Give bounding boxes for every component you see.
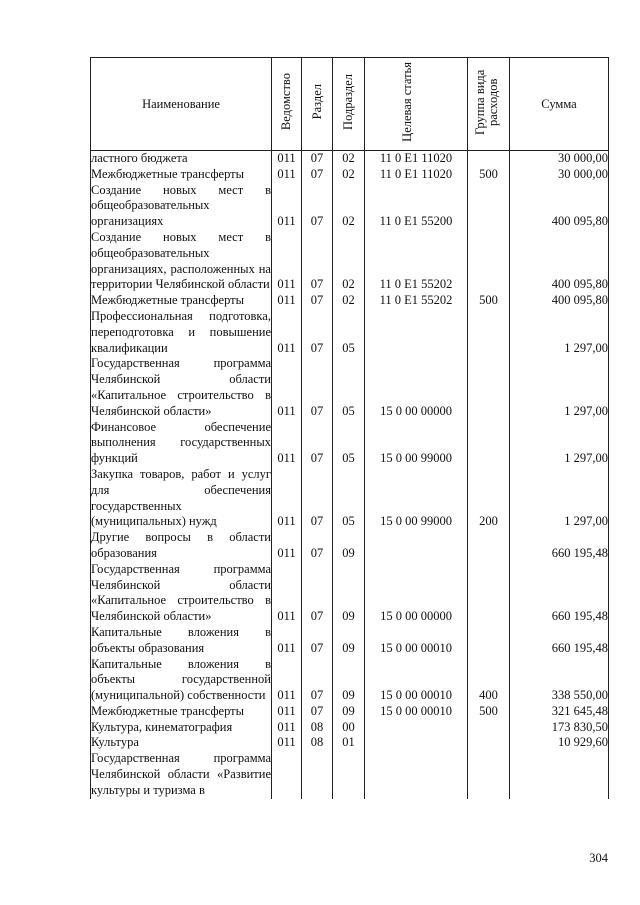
- row-target: [365, 309, 468, 356]
- row-name: Культура, кинематография: [91, 720, 272, 736]
- header-row: [91, 58, 609, 151]
- row-sum: 10 929,60: [510, 735, 609, 751]
- row-razdel: 07: [302, 657, 333, 704]
- header-vedomstvo: Ведомство: [272, 58, 302, 151]
- row-group: [468, 420, 510, 467]
- row-name: Закупка товаров, работ и услуг для обеспечения государственных (муниципальных) нужд: [91, 466, 271, 529]
- row-group: [468, 625, 510, 657]
- table-row: [91, 751, 609, 798]
- row-vedomstvo: 011: [272, 356, 302, 419]
- table-row: [91, 309, 609, 356]
- row-podrazdel: 09: [333, 530, 365, 562]
- header-razdel: Раздел: [302, 58, 333, 151]
- row-sum: 173 830,50: [510, 720, 609, 736]
- row-name: Капитальные вложения в объекты государственной (муниципальной) собственности: [91, 656, 271, 703]
- row-name: Создание новых мест в общеобразовательных организациях: [91, 182, 271, 229]
- row-vedomstvo: 011: [272, 625, 302, 657]
- row-razdel: 07: [302, 562, 333, 625]
- row-vedomstvo: 011: [272, 704, 302, 720]
- row-name: Межбюджетные трансферты: [91, 293, 272, 309]
- row-sum: 321 645,48: [510, 704, 609, 720]
- header-podrazdel: Подраздел: [333, 58, 365, 151]
- row-podrazdel: 02: [333, 167, 365, 183]
- row-podrazdel: 09: [333, 704, 365, 720]
- row-razdel: 07: [302, 530, 333, 562]
- row-name: ластного бюджета: [91, 151, 272, 167]
- row-vedomstvo: 011: [272, 420, 302, 467]
- row-podrazdel: 00: [333, 720, 365, 736]
- row-target: 15 0 00 00010: [365, 704, 468, 720]
- row-razdel: 08: [302, 720, 333, 736]
- row-name: Межбюджетные трансферты: [91, 167, 272, 183]
- header-name: Наименование: [91, 58, 272, 151]
- row-target: 15 0 00 00000: [365, 562, 468, 625]
- row-podrazdel: 02: [333, 151, 365, 167]
- row-sum: 30 000,00: [510, 151, 609, 167]
- row-razdel: 07: [302, 151, 333, 167]
- row-group: 200: [468, 467, 510, 530]
- row-podrazdel: 05: [333, 356, 365, 419]
- row-sum: 660 195,48: [510, 530, 609, 562]
- row-group: [468, 720, 510, 736]
- row-vedomstvo: 011: [272, 183, 302, 230]
- row-razdel: 07: [302, 420, 333, 467]
- row-target: 11 0 E1 55200: [365, 183, 468, 230]
- row-vedomstvo: 011: [272, 230, 302, 293]
- row-group: [468, 309, 510, 356]
- row-razdel: 07: [302, 293, 333, 309]
- table-row: [91, 167, 609, 183]
- row-sum: 1 297,00: [510, 467, 609, 530]
- row-group: [468, 562, 510, 625]
- row-razdel: 07: [302, 309, 333, 356]
- row-target: 11 0 E1 55202: [365, 293, 468, 309]
- row-group: [468, 151, 510, 167]
- row-razdel: 07: [302, 467, 333, 530]
- row-group: 500: [468, 293, 510, 309]
- row-podrazdel: 09: [333, 625, 365, 657]
- row-group: [468, 735, 510, 751]
- row-sum: 400 095,80: [510, 293, 609, 309]
- budget-table: [90, 57, 609, 799]
- row-sum: 30 000,00: [510, 167, 609, 183]
- row-target: [365, 530, 468, 562]
- row-sum: [510, 751, 609, 798]
- row-sum: 338 550,00: [510, 657, 609, 704]
- row-group: 400: [468, 657, 510, 704]
- row-name: Государственная программа Челябинской области «Капитальное строительство в Челябинской области»: [91, 561, 271, 624]
- row-sum: 400 095,80: [510, 183, 609, 230]
- table-row: [91, 720, 609, 736]
- row-target: 11 0 E1 11020: [365, 167, 468, 183]
- row-vedomstvo: 011: [272, 309, 302, 356]
- table-row: [91, 530, 609, 562]
- row-target: 15 0 00 00000: [365, 356, 468, 419]
- row-podrazdel: 01: [333, 735, 365, 751]
- row-target: 11 0 E1 11020: [365, 151, 468, 167]
- row-name: Финансовое обеспечение выполнения государственных функций: [91, 419, 271, 466]
- row-sum: 1 297,00: [510, 356, 609, 419]
- row-razdel: 07: [302, 704, 333, 720]
- table-row: [91, 293, 609, 309]
- row-name: Создание новых мест в общеобразовательных организациях, расположенных на территории Челябинской области: [91, 229, 271, 292]
- table-row: [91, 735, 609, 751]
- page-number: 304: [589, 851, 608, 865]
- row-target: [365, 720, 468, 736]
- table-row: [91, 467, 609, 530]
- row-vedomstvo: 011: [272, 151, 302, 167]
- row-vedomstvo: 011: [272, 562, 302, 625]
- row-podrazdel: 05: [333, 309, 365, 356]
- row-podrazdel: 02: [333, 293, 365, 309]
- row-name: Межбюджетные трансферты: [91, 704, 272, 720]
- row-target: 11 0 E1 55202: [365, 230, 468, 293]
- table-row: [91, 562, 609, 625]
- row-name: Другие вопросы в области образования: [91, 530, 271, 560]
- row-name: Государственная программа Челябинской области «Капитальное строительство в Челябинской области»: [91, 356, 271, 418]
- row-razdel: 07: [302, 183, 333, 230]
- row-podrazdel: 05: [333, 420, 365, 467]
- row-sum: 400 095,80: [510, 230, 609, 293]
- row-vedomstvo: 011: [272, 735, 302, 751]
- table-row: [91, 151, 609, 167]
- row-razdel: 08: [302, 735, 333, 751]
- row-razdel: 07: [302, 167, 333, 183]
- row-podrazdel: 02: [333, 230, 365, 293]
- row-group: [468, 751, 510, 798]
- row-group: [468, 356, 510, 419]
- row-target: 15 0 00 00010: [365, 657, 468, 704]
- row-podrazdel: [333, 751, 365, 798]
- row-vedomstvo: [272, 751, 302, 798]
- table-row: [91, 356, 609, 419]
- table-row: [91, 420, 609, 467]
- row-group: [468, 183, 510, 230]
- row-target: [365, 751, 468, 798]
- row-vedomstvo: 011: [272, 167, 302, 183]
- row-target: 15 0 00 99000: [365, 467, 468, 530]
- table-row: [91, 625, 609, 657]
- row-sum: 1 297,00: [510, 309, 609, 356]
- table-body: [91, 151, 609, 799]
- header-group: Группа вида расходов: [468, 58, 510, 151]
- row-vedomstvo: 011: [272, 720, 302, 736]
- header-sum: Сумма: [510, 58, 609, 151]
- table-row: [91, 657, 609, 704]
- row-vedomstvo: 011: [272, 293, 302, 309]
- row-podrazdel: 09: [333, 562, 365, 625]
- row-name: Государственная программа Челябинской области «Развитие культуры и туризма в: [91, 751, 271, 797]
- row-sum: 1 297,00: [510, 420, 609, 467]
- table-row: [91, 230, 609, 293]
- row-vedomstvo: 011: [272, 530, 302, 562]
- table-row: [91, 183, 609, 230]
- row-target: [365, 735, 468, 751]
- row-podrazdel: 09: [333, 657, 365, 704]
- row-vedomstvo: 011: [272, 657, 302, 704]
- row-razdel: [302, 751, 333, 798]
- row-name: Капитальные вложения в объекты образования: [91, 624, 271, 655]
- row-sum: 660 195,48: [510, 562, 609, 625]
- row-razdel: 07: [302, 356, 333, 419]
- row-podrazdel: 05: [333, 467, 365, 530]
- row-podrazdel: 02: [333, 183, 365, 230]
- row-vedomstvo: 011: [272, 467, 302, 530]
- row-group: 500: [468, 704, 510, 720]
- table-row: [91, 704, 609, 720]
- header-target: Целевая статья: [365, 58, 468, 151]
- row-razdel: 07: [302, 230, 333, 293]
- row-target: 15 0 00 00010: [365, 625, 468, 657]
- row-target: 15 0 00 99000: [365, 420, 468, 467]
- row-razdel: 07: [302, 625, 333, 657]
- row-group: 500: [468, 167, 510, 183]
- row-group: [468, 530, 510, 562]
- row-name: Культура: [91, 735, 272, 751]
- row-name: Профессиональная подготовка, переподготовка и повышение квалификации: [91, 308, 271, 355]
- row-group: [468, 230, 510, 293]
- row-sum: 660 195,48: [510, 625, 609, 657]
